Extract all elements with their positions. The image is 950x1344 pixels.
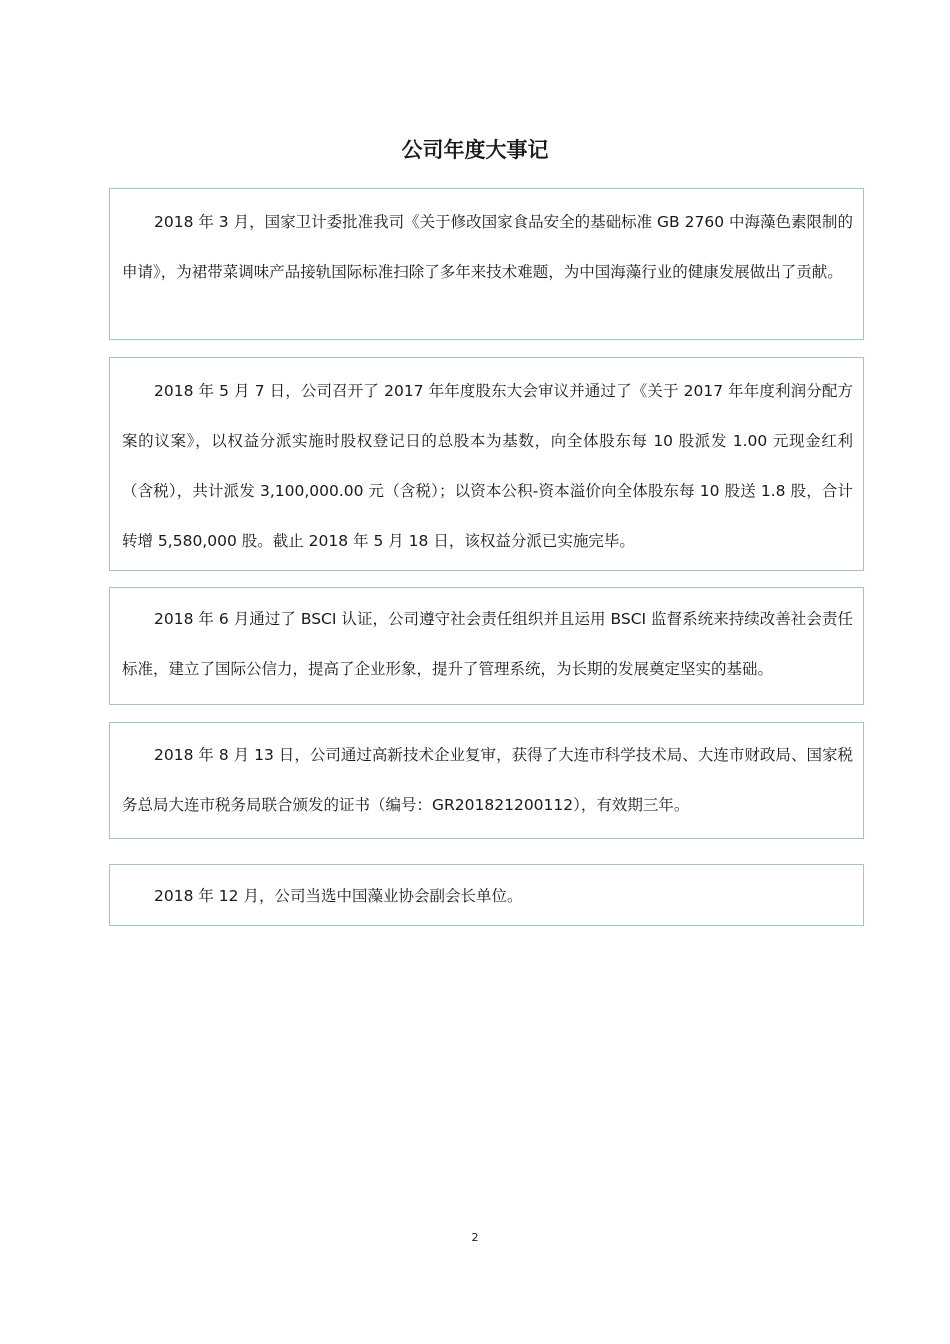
event-text: 2018 年 12 月，公司当选中国藻业协会副会长单位。 [154, 887, 523, 905]
event-text: 2018 年 6 月通过了 BSCI 认证，公司遵守社会责任组织并且运用 BSCI 监督系统来持续改善社会责任标准，建立了国际公信力，提高了企业形象，提升了管理系统，为长期的发展奠定坚实的基础。 [122, 610, 853, 678]
event-box-june [109, 587, 864, 705]
event-box-december [109, 864, 864, 926]
event-box-august [109, 722, 864, 839]
event-box-may [109, 357, 864, 571]
event-text: 2018 年 3 月，国家卫计委批准我司《关于修改国家食品安全的基础标准 GB 2760 中海藻色素限制的申请》，为裙带菜调味产品接轨国际标准扫除了多年来技术难题，为中国海藻行业的健康发展做出了贡献。 [122, 213, 853, 281]
page-title: 公司年度大事记 [401, 138, 549, 162]
event-box-march [109, 188, 864, 340]
page-number: 2 [471, 1231, 479, 1244]
event-text: 2018 年 8 月 13 日，公司通过高新技术企业复审，获得了大连市科学技术局、大连市财政局、国家税务总局大连市税务局联合颁发的证书（编号：GR201821200112），有效期三年。 [122, 746, 853, 814]
event-text: 2018 年 5 月 7 日，公司召开了 2017 年年度股东大会审议并通过了《关于 2017 年年度利润分配方案的议案》，以权益分派实施时股权登记日的总股本为基数，向全体股东每 10 股派发 1.00 元现金红利（含税），共计派发 3,100,000.00 元（含税）；以资本公积-资本溢价向全体股东每 10 股送 1.8 股，合计转增 5,580,000 股。截止 2018 年 5 月 18 日，该权益分派已实施完毕。 [122, 382, 853, 550]
